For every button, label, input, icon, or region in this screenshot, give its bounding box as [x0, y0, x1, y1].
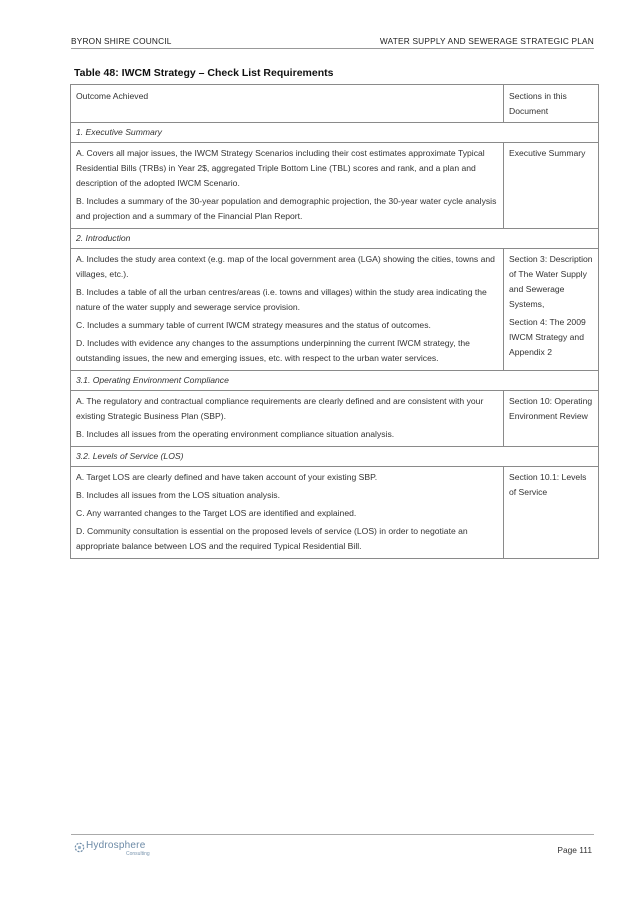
section-reference: Section 3: Description of The Water Supply and Sewerage Systems,: [509, 254, 593, 309]
outcome-item: A. Target LOS are clearly defined and have taken account of your existing SBP.: [76, 472, 378, 482]
section-reference: Executive Summary: [509, 148, 586, 158]
col-header-sections: Sections in this Document: [504, 85, 599, 123]
table-header-row: [71, 85, 599, 123]
sections-cell: [504, 249, 599, 371]
outcome-cell: [71, 249, 504, 371]
sections-cell: [504, 467, 599, 559]
outcome-item: D. Includes with evidence any changes to the assumptions underpinning the current IWCM strategy, the outstanding issues, the new and emerging issues, etc. with respect to the urban water services.: [76, 338, 470, 363]
outcome-item: C. Includes a summary table of current IWCM strategy measures and the status of outcomes.: [76, 320, 431, 330]
col-header-outcome: Outcome Achieved: [71, 85, 504, 123]
section-row: [71, 229, 599, 249]
header-organisation: BYRON SHIRE COUNCIL: [71, 36, 172, 46]
logo-subtitle: Consulting: [126, 851, 150, 857]
outcome-item: B. Includes a table of all the urban centres/areas (i.e. towns and villages) within the study area indicating the nature of the water supply and sewerage service provision.: [76, 287, 487, 312]
outcome-item: A. Covers all major issues, the IWCM Strategy Scenarios including their cost estimates approximate Typical Residential Bills (TRBs) in Year 2$, aggregated Triple Bottom Line (TBL) scores and rank, and a plan and description of the adopted IWCM Scenario.: [76, 148, 485, 188]
section-reference: Section 10.1: Levels of Service: [509, 472, 587, 497]
section-reference: Section 10: Operating Environment Review: [509, 396, 593, 421]
logo-name: Hydrosphere: [86, 840, 146, 851]
section-title: 2. Introduction: [71, 229, 599, 249]
section-title: 3.1. Operating Environment Compliance: [71, 371, 599, 391]
section-title: 1. Executive Summary: [71, 123, 599, 143]
table-row: [71, 467, 599, 559]
hydrosphere-logo-icon: [74, 842, 85, 853]
outcome-item: B. Includes all issues from the LOS situation analysis.: [76, 490, 280, 500]
table-row: [71, 249, 599, 371]
table-title: Table 48: IWCM Strategy – Check List Requirements: [74, 67, 334, 79]
section-row: [71, 371, 599, 391]
sections-cell: [504, 143, 599, 229]
section-title: 3.2. Levels of Service (LOS): [71, 447, 599, 467]
section-reference: Section 4: The 2009 IWCM Strategy and Appendix 2: [509, 317, 586, 357]
section-row: [71, 123, 599, 143]
outcome-cell: [71, 467, 504, 559]
outcome-item: B. Includes all issues from the operating environment compliance situation analysis.: [76, 429, 395, 439]
outcome-item: D. Community consultation is essential on the proposed levels of service (LOS) in order to negotiate an appropriate balance between LOS and the required Typical Residential Bill.: [76, 526, 468, 551]
outcome-cell: [71, 143, 504, 229]
outcome-item: B. Includes a summary of the 30-year population and demographic projection, the 30-year water cycle analysis and projection and a summary of the Financial Plan Report.: [76, 196, 497, 221]
outcome-cell: [71, 391, 504, 447]
section-row: [71, 447, 599, 467]
outcome-item: A. The regulatory and contractual compliance requirements are clearly defined and are consistent with your existing Strategic Business Plan (SBP).: [76, 396, 484, 421]
table-row: [71, 143, 599, 229]
checklist-table: [70, 84, 599, 559]
footer-divider: [71, 834, 594, 835]
outcome-item: C. Any warranted changes to the Target LOS are identified and explained.: [76, 508, 357, 518]
sections-cell: [504, 391, 599, 447]
hydrosphere-logo: [74, 840, 164, 860]
page-number: Page 111: [557, 845, 592, 855]
table-row: [71, 391, 599, 447]
header-document-title: WATER SUPPLY AND SEWERAGE STRATEGIC PLAN: [379, 36, 594, 46]
page-header: [71, 34, 594, 49]
outcome-item: A. Includes the study area context (e.g. map of the local government area (LGA) showing the cities, towns and villages, etc.).: [76, 254, 495, 279]
